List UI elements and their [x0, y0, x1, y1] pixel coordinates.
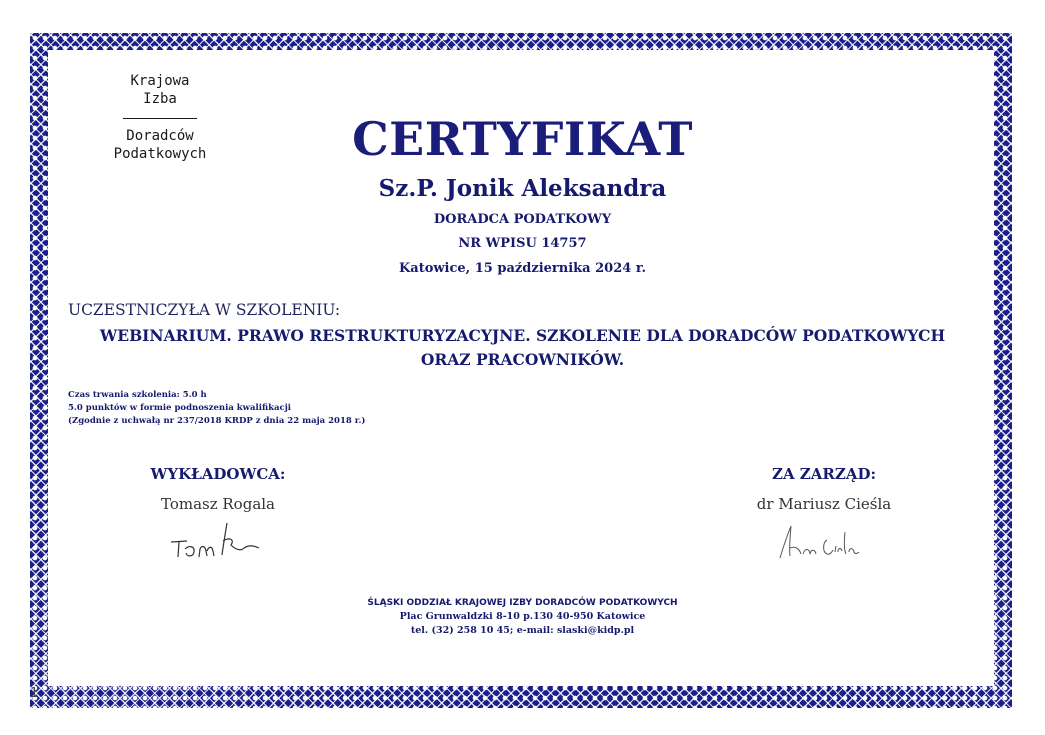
footer-address: Plac Grunwaldzki 8-10 p.130 40-950 Katowice [399, 611, 646, 622]
lecturer-name: Tomasz Rogala [160, 495, 276, 513]
recipient-name: Sz.P. Jonik Aleksandra [378, 175, 667, 202]
footer-organization: ŚLĄSKI ODDZIAŁ KRAJOWEJ IZBY DORADCÓW PODATKOWYCH [367, 598, 678, 608]
page-number: 1 [30, 686, 39, 701]
board-label: ZA ZARZĄD: [772, 465, 876, 483]
certificate-title: CERTYFIKAT [352, 112, 693, 166]
logo-line-izba: Izba [143, 91, 177, 107]
board-member-name: dr Mariusz Cieśla [756, 495, 892, 513]
training-duration: Czas trwania szkolenia: 5.0 h [68, 390, 207, 400]
logo-line-podatkowych: Podatkowych [113, 146, 207, 162]
recipient-role: DORADCA PODATKOWY [433, 212, 612, 227]
footer-contact-line: tel. (32) 258 10 45; e-mail: slaski@kidp.pl [410, 625, 635, 636]
place-and-date: Katowice, 15 października 2024 r. [398, 261, 647, 276]
board-signature [775, 518, 870, 563]
board-block [724, 465, 924, 513]
training-resolution: (Zgodnie z uchwałą nr 237/2018 KRDP z dnia 22 maja 2018 r.) [68, 416, 366, 426]
lecturer-signature [165, 515, 265, 560]
participated-label: UCZESTNICZYŁA W SZKOLENIU: [68, 301, 341, 319]
course-title [70, 324, 975, 372]
training-details [68, 389, 365, 428]
logo-line-krajowa: Krajowa [130, 73, 190, 89]
registration-number: NR WPISU 14757 [458, 236, 587, 251]
course-title-line-2: ORAZ PRACOWNIKÓW. [420, 350, 625, 369]
lecturer-label: WYKŁADOWCA: [150, 465, 286, 483]
footer-contact [0, 597, 1045, 638]
logo-line-doradcow: Doradców [126, 128, 194, 144]
course-title-line-1: WEBINARIUM. PRAWO RESTRUKTURYZACYJNE. SZKOLENIE DLA DORADCÓW PODATKOWYCH [99, 326, 946, 345]
training-points: 5.0 punktów w formie podnoszenia kwalifikacji [68, 403, 292, 413]
lecturer-block [118, 465, 318, 513]
